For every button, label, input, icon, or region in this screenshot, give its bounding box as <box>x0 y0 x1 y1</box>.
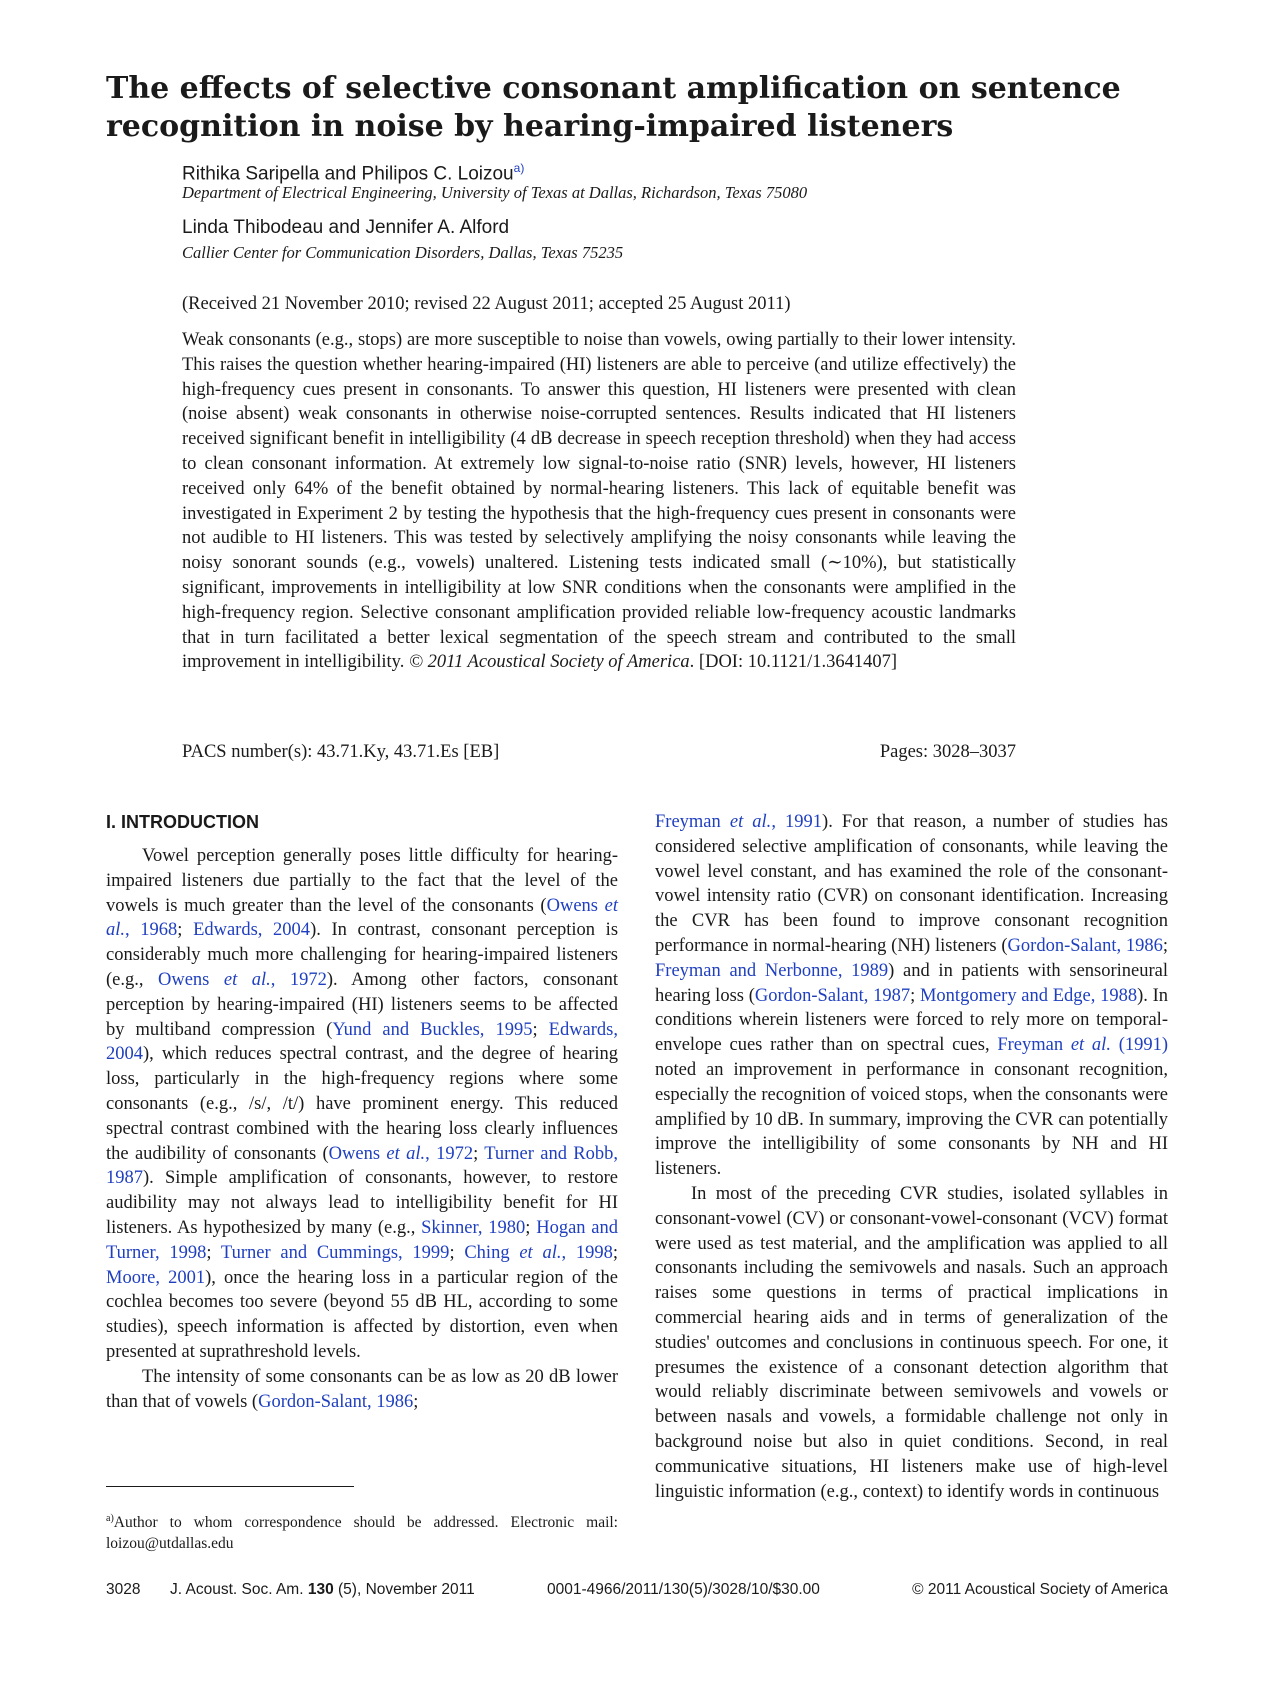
abstract-text: Weak consonants (e.g., stops) are more susceptible to noise than vowels, owing partially to their lower intensity. This raises the question whether hearing-impaired (HI) listeners are able to perceive (and utilize effectively) the high-frequency cues present in consonants. To answer this question, HI listeners were presented with clean (noise absent) weak consonants in otherwise noise-corrupted sentences. Results indicated that HI listeners received significant benefit in intelligibility (4 dB decrease in speech reception threshold) when they had access to clean consonant information. At extremely low signal-to-noise ratio (SNR) levels, however, HI listeners received only 64% of the benefit obtained by normal-hearing listeners. This lack of equitable benefit was investigated in Experiment 2 by testing the hypothesis that the high-frequency cues present in consonants were not audible to HI listeners. This was tested by selectively amplifying the noisy consonants while leaving the noisy sonorant sounds (e.g., vowels) unaltered. Listening tests indicated small (∼10%), but statistically significant, improvements in intelligibility at low SNR conditions when the consonants were amplified in the high-frequency region. Selective consonant amplification provided reliable low-frequency acoustic landmarks that in turn facilitated a better lexical segmentation of the speech stream and contributed to the small improvement in intelligibility. <box>182 330 1016 673</box>
citation-link[interactable]: Gordon-Salant, 1986 <box>258 1391 414 1412</box>
right-column <box>655 810 1168 1504</box>
citation-link[interactable]: Freyman et al., 1991 <box>655 812 823 832</box>
page-range: Pages: 3028–3037 <box>879 742 1016 762</box>
author-footnote-mark[interactable]: a) <box>513 161 525 175</box>
citation-link[interactable]: Gordon-Salant, 1986 <box>1007 935 1163 956</box>
author-names-2: Linda Thibodeau and Jennifer A. Alford <box>182 217 510 238</box>
affiliation-1: Department of Electrical Engineering, University of Texas at Dallas, Richardson, Texas 75080 <box>182 183 808 202</box>
intro-paragraph-3: In most of the preceding CVR studies, isolated syllables in consonant-vowel (CV) or consonant-vowel-consonant (VCV) format were used as test material, and the amplification was applied to all consonants including the semivowels and nasals. Such an approach raises some questions in terms of practical implications in commercial hearing aids and in terms of generalization of the studies' outcomes and conclusions in continuous speech. For one, it presumes the existence of a consonant detection algorithm that would reliably discriminate between semivowels and vowels or between nasals and vowels, a formidable challenge not only in background noise but also in quiet conditions. Second, in real communicative situations, HI listeners make use of high-level linguistic information (e.g., context) to identify words in continuous <box>655 1183 1168 1502</box>
affiliation-2: Callier Center for Communication Disorders, Dallas, Texas 75235 <box>182 243 624 262</box>
citation-link[interactable]: Montgomery and Edge, 1988 <box>919 985 1138 1006</box>
citation-link[interactable]: Freyman et al. (1991) <box>997 1035 1169 1056</box>
footnote-text: Author to whom correspondence should be addressed. Electronic mail: loizou@utdallas.edu <box>106 1514 618 1553</box>
received-dates: (Received 21 November 2010; revised 22 August 2011; accepted 25 August 2011) <box>182 294 791 314</box>
pacs-numbers: PACS number(s): 43.71.Ky, 43.71.Es [EB] <box>182 742 500 762</box>
section-heading-introduction: I. INTRODUCTION <box>106 812 259 832</box>
citation-link[interactable]: Skinner, 1980 <box>421 1217 526 1238</box>
footer-article-code: 0001-4966/2011/130(5)/3028/10/$30.00 <box>547 1581 820 1598</box>
footnote <box>106 1508 618 1554</box>
citation-link[interactable]: Turner and Robb, 1987 <box>106 1143 619 1189</box>
pacs-line <box>182 740 1016 764</box>
footnote-rule <box>106 1486 354 1487</box>
footnote-mark: a) <box>106 1513 114 1524</box>
footer-copyright: © 2011 Acoustical Society of America <box>912 1581 1168 1598</box>
citation-link[interactable]: Owens et al., 1968 <box>106 895 619 941</box>
citation-link[interactable]: Turner and Cummings, 1999 <box>220 1242 450 1263</box>
abstract-doi: . [DOI: 10.1121/1.3641407] <box>689 652 898 673</box>
citation-link[interactable]: Owens et al., 1972 <box>157 969 327 990</box>
citation-link[interactable]: Ching et al., 1998 <box>464 1242 613 1263</box>
footer-page-number: 3028 <box>106 1581 141 1598</box>
citation-link[interactable]: Yund and Buckles, 1995 <box>332 1019 533 1040</box>
citation-link[interactable]: Freyman and Nerbonne, 1989 <box>655 960 889 981</box>
intro-paragraph-2: The intensity of some consonants can be as low as 20 dB lower than that of vowels (Gordon-Salant, 1986; <box>106 1366 618 1412</box>
abstract-copyright: © 2011 Acoustical Society of America <box>408 652 690 673</box>
abstract <box>182 328 1016 675</box>
intro-paragraph-1: Vowel perception generally poses little difficulty for hearing-impaired listeners due partially to the fact that the level of the vowels is much greater than the level of the consonants (Owens et al., 1968; Edwards, 2004). In contrast, consonant perception is considerably much more challenging for hearing-impaired listeners (e.g., Owens et al., 1972). Among other factors, consonant perception by hearing-impaired (HI) listeners seems to be affected by multiband compression (Yund and Buckles, 1995; Edwards, 2004), which reduces spectral contrast, and the degree of hearing loss, particularly in the high-frequency regions where some consonants (e.g., /s/, /t/) have prominent energy. This reduced spectral contrast combined with the hearing loss clearly influences the audibility of consonants (Owens et al., 1972; Turner and Robb, 1987). Simple amplification of consonants, however, to restore audibility may not always lead to intelligibility benefit for HI listeners. As hypothesized by many (e.g., Skinner, 1980; Hogan and Turner, 1998; Turner and Cummings, 1999; Ching et al., 1998; Moore, 2001), once the hearing loss in a particular region of the cochlea becomes too severe (beyond 55 dB HL, according to some studies), speech information is affected by distortion, even when presented at suprathreshold levels. <box>106 846 619 1362</box>
citation-link[interactable]: Moore, 2001 <box>106 1267 206 1288</box>
author-names-1: Rithika Saripella and Philipos C. Loizou <box>182 163 514 185</box>
citation-link[interactable]: Edwards, 2004 <box>106 1019 618 1065</box>
citation-link[interactable]: Edwards, 2004 <box>193 920 311 941</box>
footer-volume: 130 <box>307 1581 334 1598</box>
citation-link[interactable]: Hogan and Turner, 1998 <box>106 1217 618 1263</box>
left-column <box>106 810 618 1414</box>
paper-title: The effects of selective consonant amplification on sentence recognition in noise by hearing-impaired listeners <box>106 71 1121 144</box>
citation-link[interactable]: Owens et al., 1972 <box>328 1143 474 1164</box>
footer-journal: J. Acoust. Soc. Am. 130 (5), November 2011 <box>170 1581 475 1598</box>
citation-link[interactable]: Gordon-Salant, 1987 <box>754 985 911 1006</box>
intro-paragraph-continued: Freyman et al., 1991). For that reason, a number of studies has considered selective amplification of consonants, while leaving the vowel level constant, and has examined the role of the consonant-vowel intensity ratio (CVR) on consonant identification. Increasing the CVR has been found to improve consonant recognition performance in normal-hearing (NH) listeners (Gordon-Salant, 1986; Freyman and Nerbonne, 1989) and in patients with sensorineural hearing loss (Gordon-Salant, 1987; Montgomery and Edge, 1988). In conditions wherein listeners were forced to rely more on temporal-envelope cues rather than on spectral cues, Freyman et al. (1991) noted an improvement in performance in consonant recognition, especially the recognition of voiced stops, when the consonants were amplified by 10 dB. In summary, improving the CVR can potentially improve the intelligibility of some consonants by NH and HI listeners. <box>655 812 1169 1180</box>
